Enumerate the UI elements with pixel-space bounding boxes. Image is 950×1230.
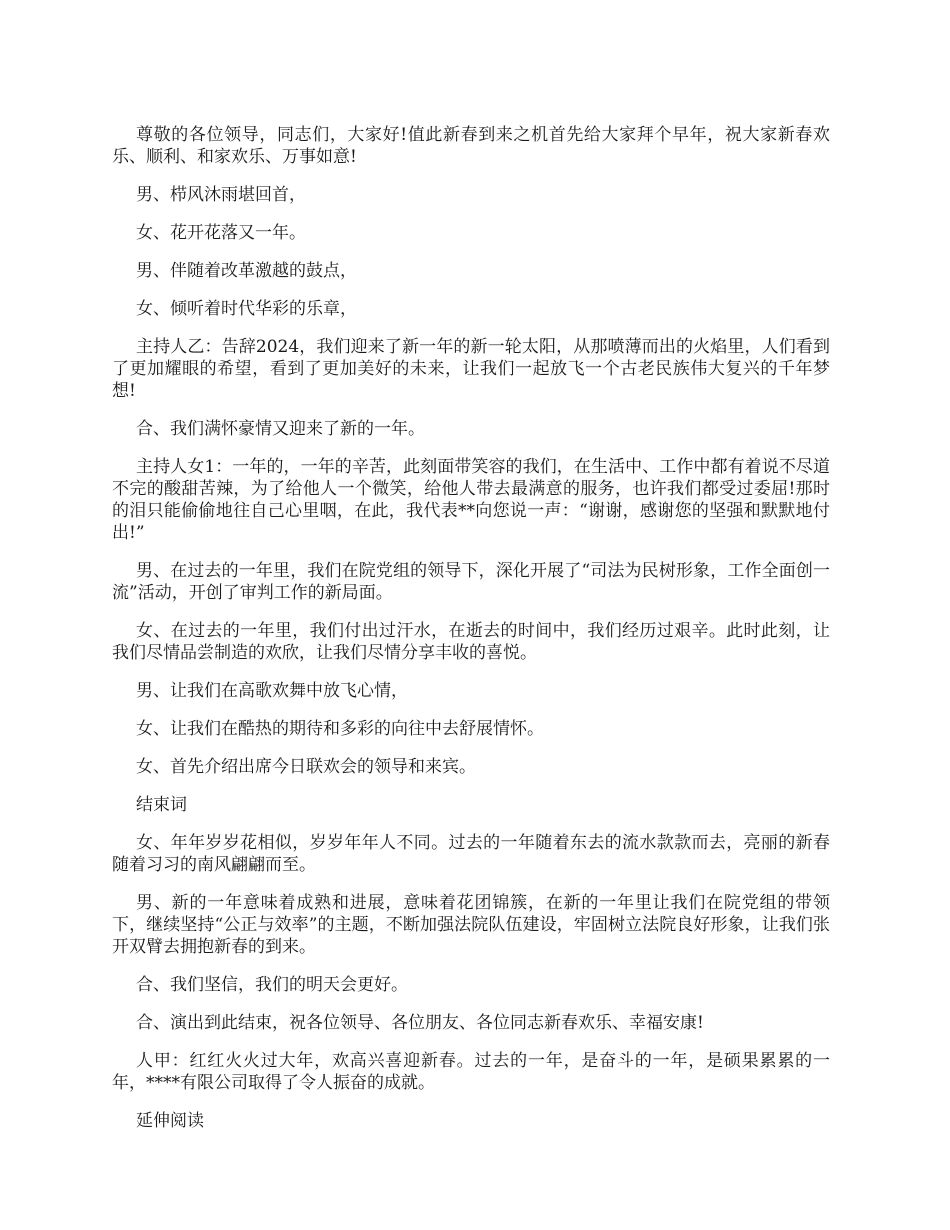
section-heading-extended-reading: 延伸阅读 bbox=[136, 1111, 204, 1131]
paragraph-female-line-4: 女、让我们在酷热的期待和多彩的向往中去舒展情怀。 bbox=[136, 719, 544, 739]
paragraph-person-a: 人甲：红红火火过大年，欢高兴喜迎新春。过去的一年，是奋斗的一年，是硕果累累的一年，****有限公司取得了令人振奋的成就。 bbox=[112, 1051, 830, 1093]
paragraph-together-1: 合、我们满怀豪情又迎来了新的一年。 bbox=[136, 419, 425, 439]
section-heading-closing: 结束词 bbox=[136, 795, 187, 815]
paragraph-female-line-3: 女、在过去的一年里，我们付出过汗水，在逝去的时间中，我们经历过艰辛。此时此刻，让我们尽情品尝制造的欢欣，让我们尽情分享丰收的喜悦。 bbox=[112, 621, 830, 663]
paragraph-female-line-2: 女、倾听着时代华彩的乐章， bbox=[136, 299, 357, 319]
paragraph-male-line-5: 男、新的一年意味着成熟和进展，意味着花团锦簇，在新的一年里让我们在院党组的带领下，继续坚持“公正与效率”的主题，不断加强法院队伍建设，牢固树立法院良好形象，让我们张开双臂去拥抱新春的到来。 bbox=[112, 893, 830, 957]
paragraph-male-line-1: 男、栉风沐雨堪回首， bbox=[136, 185, 306, 205]
paragraph-male-line-4: 男、让我们在高歌欢舞中放飞心情， bbox=[136, 681, 408, 701]
paragraph-host-female-1: 主持人女1：一年的，一年的辛苦，此刻面带笑容的我们，在生活中、工作中都有着说不尽道不完的酸甜苦辣，为了给他人一个微笑，给他人带去最满意的服务，也许我们都受过委屈!那时的泪只能偷偷地往自己心里咽，在此，我代表**向您说一声：“谢谢，感谢您的坚强和默默地付出!” bbox=[112, 457, 830, 543]
paragraph-female-line-1: 女、花开花落又一年。 bbox=[136, 223, 306, 243]
paragraph-male-line-3: 男、在过去的一年里，我们在院党组的领导下，深化开展了“司法为民树形象，工作全面创一流”活动，开创了审判工作的新局面。 bbox=[112, 561, 830, 603]
paragraph-male-line-2: 男、伴随着改革激越的鼓点， bbox=[136, 261, 357, 281]
paragraph-greeting: 尊敬的各位领导，同志们，大家好!值此新春到来之机首先给大家拜个早年，祝大家新春欢乐、顺利、和家欢乐、万事如意! bbox=[112, 125, 830, 167]
document-body bbox=[112, 124, 830, 1148]
paragraph-together-2: 合、我们坚信，我们的明天会更好。 bbox=[136, 975, 408, 995]
paragraph-female-line-6: 女、年年岁岁花相似，岁岁年年人不同。过去的一年随着东去的流水款款而去，亮丽的新春随着习习的南风翩翩而至。 bbox=[112, 833, 830, 875]
paragraph-female-line-5: 女、首先介绍出席今日联欢会的领导和来宾。 bbox=[136, 757, 476, 777]
paragraph-host-b: 主持人乙：告辞2024，我们迎来了新一年的新一轮太阳，从那喷薄而出的火焰里，人们看到了更加耀眼的希望，看到了更加美好的未来，让我们一起放飞一个古老民族伟大复兴的千年梦想! bbox=[112, 337, 830, 401]
paragraph-together-3: 合、演出到此结束，祝各位领导、各位朋友、各位同志新春欢乐、幸福安康! bbox=[136, 1013, 704, 1033]
